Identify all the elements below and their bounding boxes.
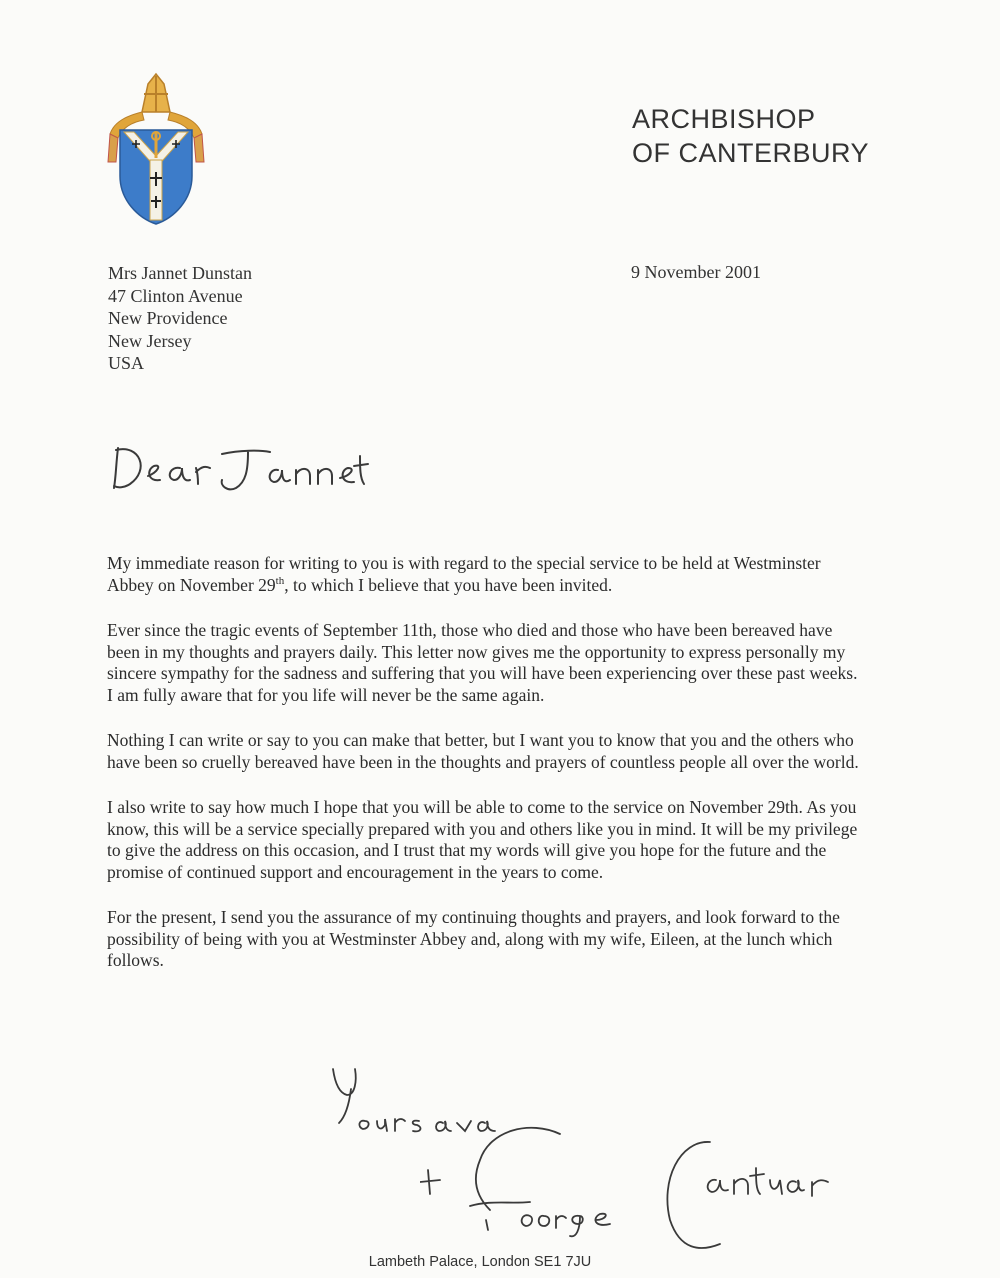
recipient-address (108, 262, 252, 375)
body-paragraph-1 (107, 553, 867, 596)
footer-address (0, 1254, 1000, 1270)
recipient-country: USA (108, 353, 145, 373)
archbishop-coat-of-arms (104, 72, 208, 228)
letter-date: 9 November 2001 (631, 262, 761, 282)
handwritten-salutation (110, 440, 370, 500)
letterhead-line-1: ARCHBISHOP (632, 104, 816, 134)
handwritten-signature (420, 1120, 830, 1260)
ordinal-suffix: th (275, 574, 285, 587)
letterhead-title (632, 102, 869, 170)
body-paragraph-1-text: My immediate reason for writing to you is with regard to the special service to be held at Westminster Abbey on November 29 (107, 553, 821, 595)
body-paragraph-4: I also write to say how much I hope that you will be able to come to the service on November 29th. As you know, this will be a service specially prepared with you and others like you in mind. It will be my privilege to give the address on this occasion, and I trust that my words will give you hope for the future and the promise of continued support and encouragement in the years to come. (107, 797, 858, 882)
body-paragraph-3: Nothing I can write or say to you can make that better, but I want you to know that you and the others who have been so cruelly bereaved have been in the thoughts and prayers of countless people all over the world. (107, 730, 859, 772)
recipient-city: New Providence (108, 308, 228, 328)
recipient-name: Mrs Jannet Dunstan (108, 263, 252, 283)
body-paragraph-2: Ever since the tragic events of September 11th, those who died and those who have been bereaved have been in my thoughts and prayers daily. This letter now gives me the opportunity to express personally my sincere sympathy for the sadness and suffering that you will have been experiencing over these past weeks. I am fully aware that for you life will never be the same again. (107, 620, 858, 705)
footer-address-text: Lambeth Palace, London SE1 7JU (368, 1254, 592, 1270)
letter-body (107, 553, 867, 996)
recipient-street: 47 Clinton Avenue (108, 285, 243, 306)
body-paragraph-5: For the present, I send you the assurance of my continuing thoughts and prayers, and look forward to the possibility of being with you at Westminster Abbey and, along with my wife, Eileen, at the lunch which follows. (107, 907, 840, 970)
body-paragraph-1-tail: , to which I believe that you have been invited. (284, 574, 613, 595)
recipient-state: New Jersey (108, 330, 192, 351)
letterhead-line-2: OF CANTERBURY (632, 138, 870, 168)
